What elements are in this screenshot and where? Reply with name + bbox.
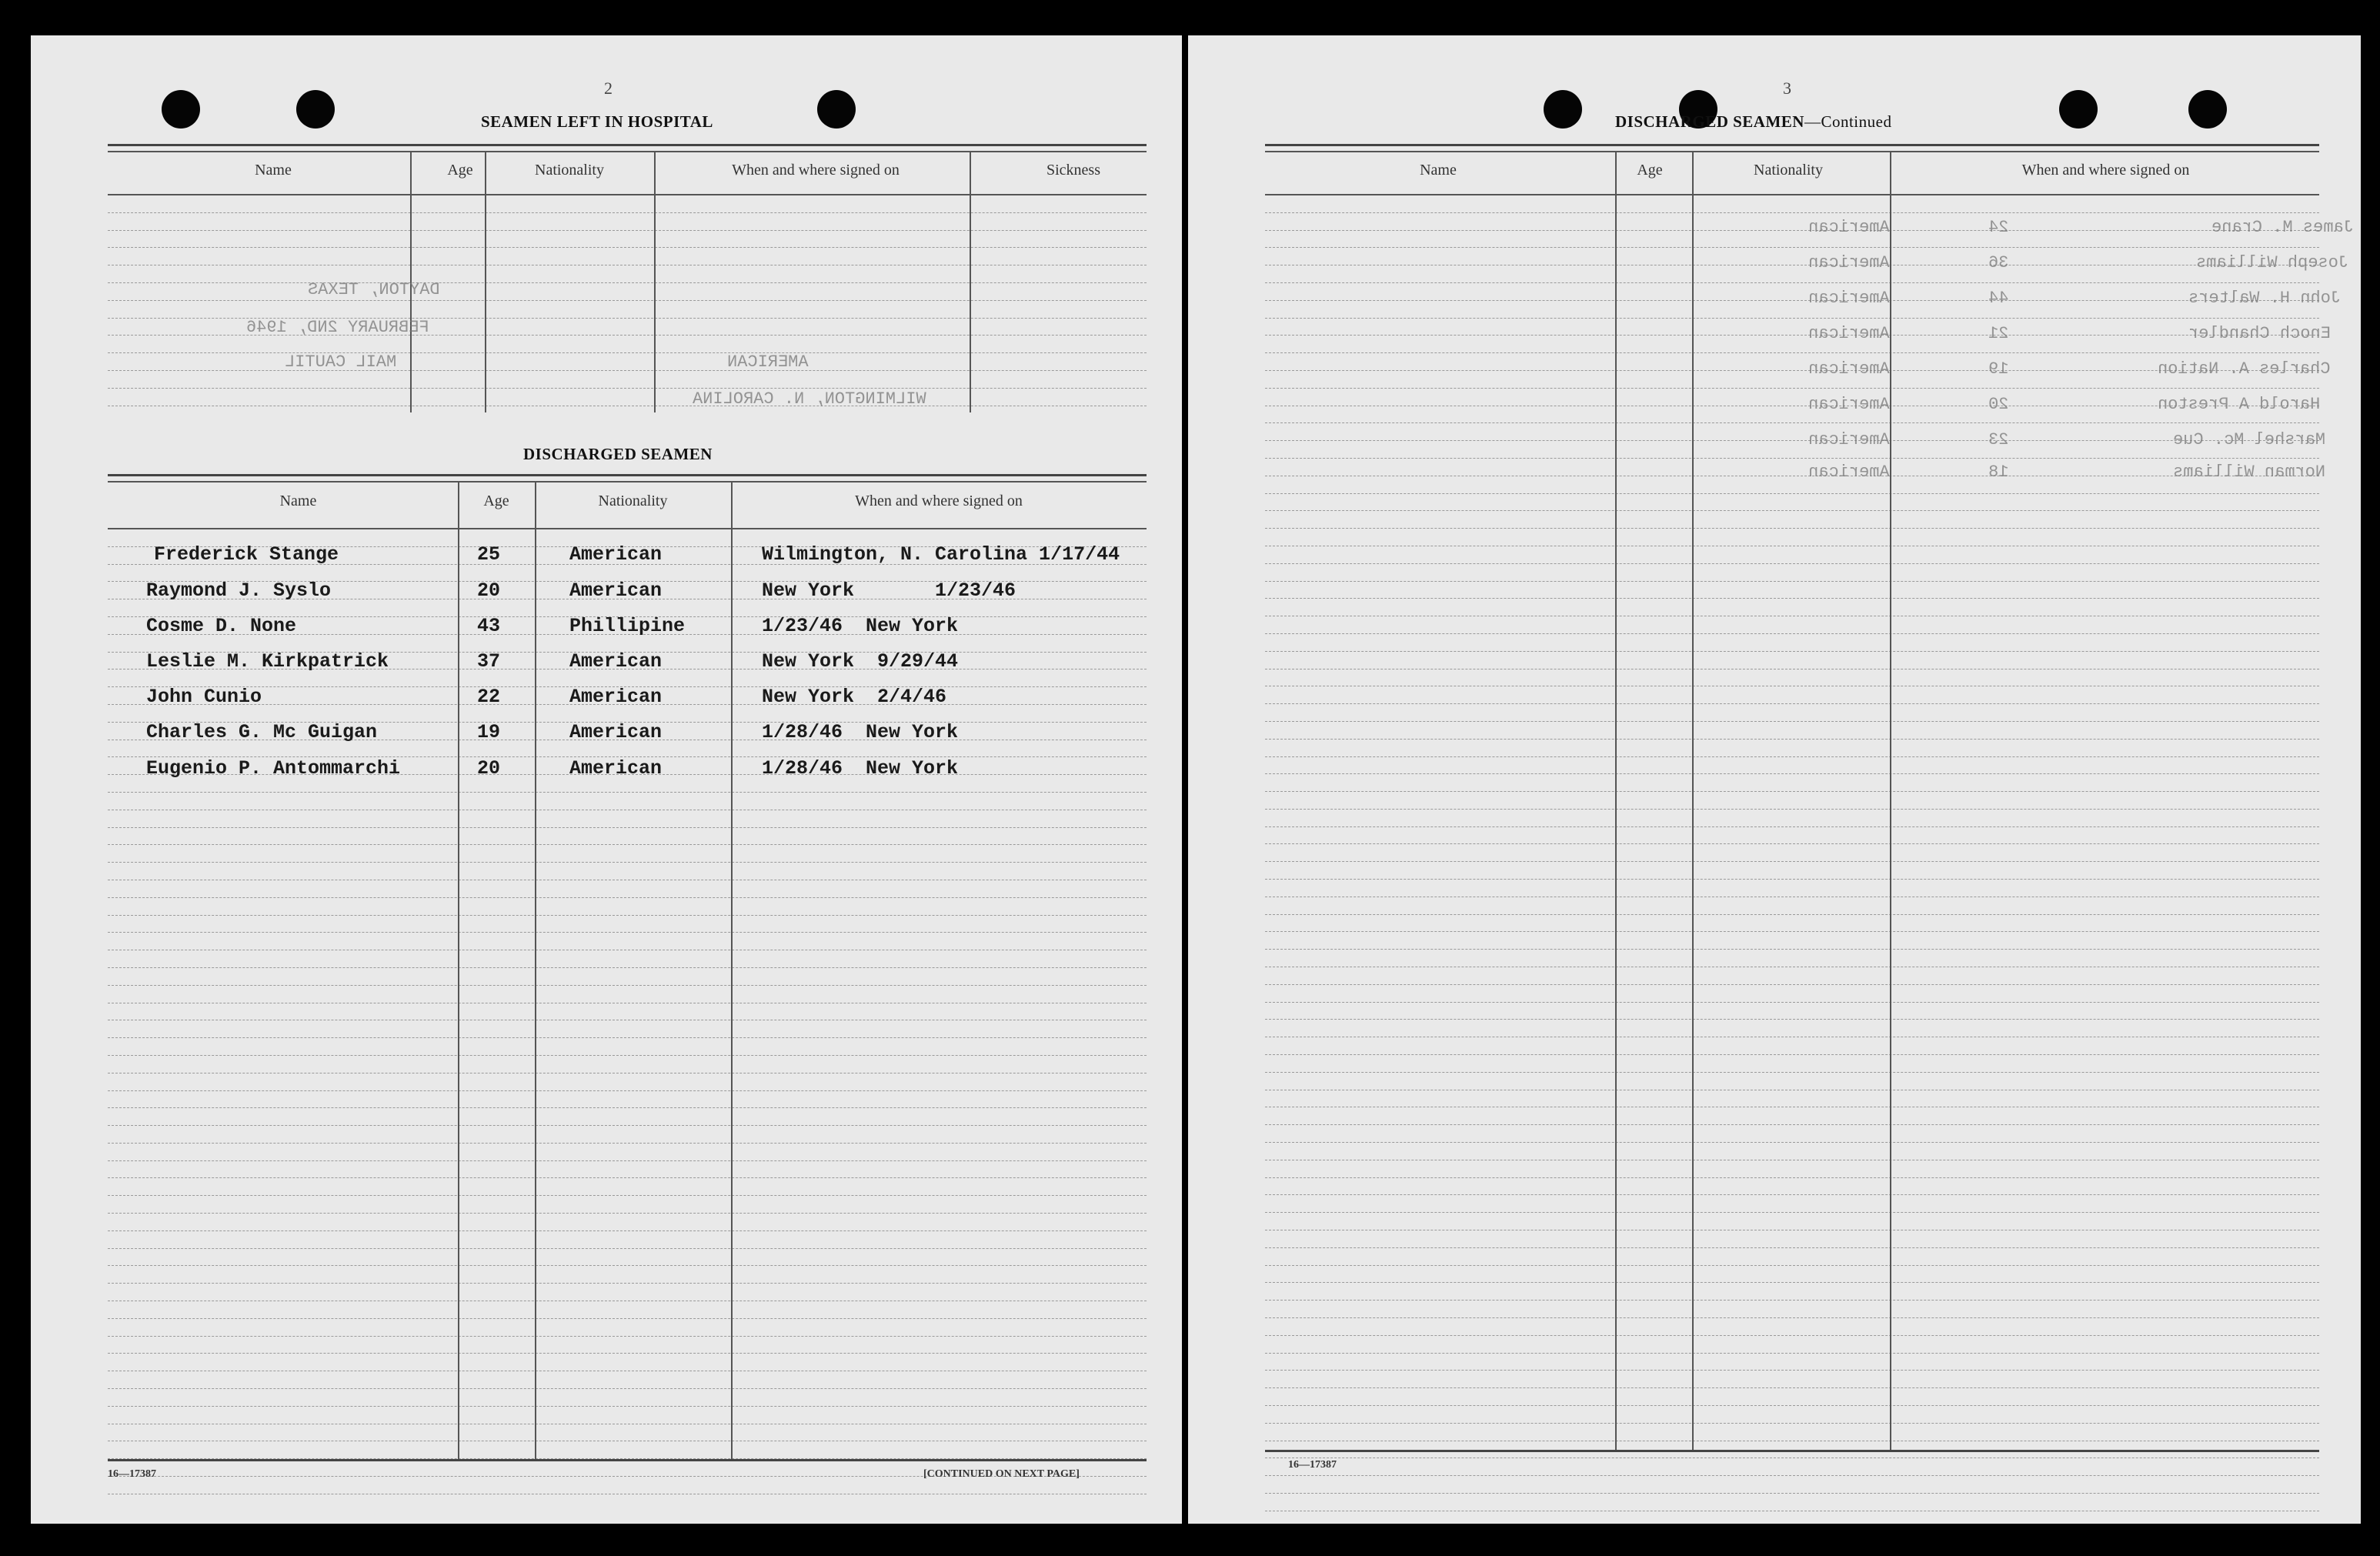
seaman-name: John Cunio xyxy=(146,686,262,708)
bleed-through-name: Joseph Williams xyxy=(2196,253,2349,272)
seaman-nationality: Phillipine xyxy=(569,615,686,637)
bleed-through-text: AMERICAN xyxy=(727,352,809,372)
rule xyxy=(108,151,1147,152)
hospital-ruled-lines xyxy=(108,195,1147,406)
seaman-signed-on: 1/28/46 New York xyxy=(762,757,959,780)
seaman-signed-on: New York 2/4/46 xyxy=(762,686,947,708)
seaman-age: 19 xyxy=(477,721,501,743)
rule xyxy=(108,481,1147,482)
bleed-through-name: Norman Williams xyxy=(2173,462,2326,482)
column-header-age: Age xyxy=(483,493,509,509)
seaman-signed-on: 1/28/46 New York xyxy=(762,721,959,743)
seaman-nationality: American xyxy=(569,721,663,743)
seaman-signed-on: Wilmington, N. Carolina 1/17/44 xyxy=(762,543,1120,566)
column-divider xyxy=(1890,151,1891,1451)
bleed-through-name: Marshel Mc. Cue xyxy=(2173,430,2326,449)
right-page xyxy=(1188,35,2361,1524)
rule xyxy=(108,144,1147,146)
column-header-name: Name xyxy=(1420,162,1457,179)
column-header-nationality: Nationality xyxy=(598,493,668,509)
bleed-through-age: 23 xyxy=(1988,430,2009,449)
column-header-name: Name xyxy=(255,162,292,179)
discharged-continued-title: DISCHARGED SEAMEN—Continued xyxy=(1615,112,1892,131)
column-header-signed-on: When and where signed on xyxy=(855,493,1023,509)
punch-hole xyxy=(162,90,200,129)
seaman-nationality: American xyxy=(569,686,663,708)
seaman-name: Frederick Stange xyxy=(154,543,339,566)
seaman-name: Eugenio P. Antommarchi xyxy=(146,757,401,780)
discharged-ruled-lines xyxy=(108,529,1147,1494)
column-divider xyxy=(535,481,536,1460)
rule xyxy=(1265,1450,2319,1452)
bleed-through-nationality: American xyxy=(1808,359,1890,379)
column-divider xyxy=(1615,151,1617,1451)
bleed-through-text: WILMINGTON, N. CAROLINA xyxy=(693,389,926,409)
bleed-through-text: DAYTON, TEXAS xyxy=(308,280,440,299)
bleed-through-age: 20 xyxy=(1988,395,2009,414)
column-divider xyxy=(458,481,459,1460)
seaman-signed-on: New York 9/29/44 xyxy=(762,650,959,673)
bleed-through-nationality: American xyxy=(1808,324,1890,343)
punch-hole xyxy=(817,90,856,129)
bleed-through-name: John H. Walters xyxy=(2188,289,2342,308)
column-header-age: Age xyxy=(1637,162,1663,179)
bleed-through-nationality: American xyxy=(1808,395,1890,414)
seaman-nationality: American xyxy=(569,579,663,602)
bleed-through-nationality: American xyxy=(1808,218,1890,237)
page-number: 2 xyxy=(604,78,613,98)
seaman-signed-on: 1/23/46 New York xyxy=(762,615,959,637)
column-header-sickness: Sickness xyxy=(1046,162,1100,179)
column-header-nationality: Nationality xyxy=(535,162,604,179)
form-number: 16—17387 xyxy=(1288,1459,1337,1471)
left-page xyxy=(31,35,1182,1524)
seaman-name: Charles G. Mc Guigan xyxy=(146,721,378,743)
bleed-through-age: 44 xyxy=(1988,289,2009,308)
bleed-through-name: James M. Crane xyxy=(2211,218,2354,237)
bleed-through-age: 19 xyxy=(1988,359,2009,379)
bleed-through-nationality: American xyxy=(1808,462,1890,482)
bleed-through-nationality: American xyxy=(1808,430,1890,449)
punch-hole xyxy=(1544,90,1582,129)
bleed-through-age: 24 xyxy=(1988,218,2009,237)
column-divider xyxy=(1692,151,1694,1451)
seaman-age: 20 xyxy=(477,579,501,602)
discharged-section-title: DISCHARGED SEAMEN xyxy=(523,445,713,463)
rule xyxy=(1265,151,2319,152)
bleed-through-name: Charles A. Nation xyxy=(2158,359,2331,379)
punch-hole xyxy=(296,90,335,129)
column-divider xyxy=(485,151,486,412)
bleed-through-name: Harold A Preston xyxy=(2158,395,2321,414)
column-divider xyxy=(731,481,733,1460)
rule xyxy=(1265,144,2319,146)
bleed-through-text: FEBRUARY 2ND, 1946 xyxy=(246,318,429,337)
bleed-through-nationality: American xyxy=(1808,253,1890,272)
seaman-nationality: American xyxy=(569,650,663,673)
column-header-signed-on: When and where signed on xyxy=(732,162,900,179)
seaman-age: 43 xyxy=(477,615,501,637)
seaman-nationality: American xyxy=(569,757,663,780)
column-header-signed-on: When and where signed on xyxy=(2021,162,2190,179)
bleed-through-nationality: American xyxy=(1808,289,1890,308)
seaman-signed-on: New York 1/23/46 xyxy=(762,579,1016,602)
bleed-through-age: 36 xyxy=(1988,253,2009,272)
seaman-age: 20 xyxy=(477,757,501,780)
seaman-name: Leslie M. Kirkpatrick xyxy=(146,650,389,673)
rule xyxy=(108,474,1147,476)
column-header-name: Name xyxy=(279,493,317,509)
column-header-age: Age xyxy=(447,162,473,179)
hospital-section-title: SEAMEN LEFT IN HOSPITAL xyxy=(481,112,713,131)
seaman-age: 25 xyxy=(477,543,501,566)
seaman-name: Cosme D. None xyxy=(146,615,297,637)
bleed-through-text: MAIL CAUTIL xyxy=(285,352,397,372)
bleed-through-age: 18 xyxy=(1988,462,2009,482)
punch-hole xyxy=(2059,90,2098,129)
column-divider xyxy=(654,151,656,412)
column-divider xyxy=(970,151,971,412)
seaman-nationality: American xyxy=(569,543,663,566)
seaman-age: 22 xyxy=(477,686,501,708)
page-number: 3 xyxy=(1783,78,1791,98)
seaman-age: 37 xyxy=(477,650,501,673)
rule xyxy=(108,1459,1147,1461)
bleed-through-name: Enoch Chandler xyxy=(2188,324,2331,343)
column-header-nationality: Nationality xyxy=(1754,162,1823,179)
punch-hole xyxy=(2188,90,2227,129)
bleed-through-age: 21 xyxy=(1988,324,2009,343)
seaman-name: Raymond J. Syslo xyxy=(146,579,332,602)
form-number: 16—17387 xyxy=(108,1468,156,1480)
continued-note: [CONTINUED ON NEXT PAGE] xyxy=(923,1468,1080,1480)
